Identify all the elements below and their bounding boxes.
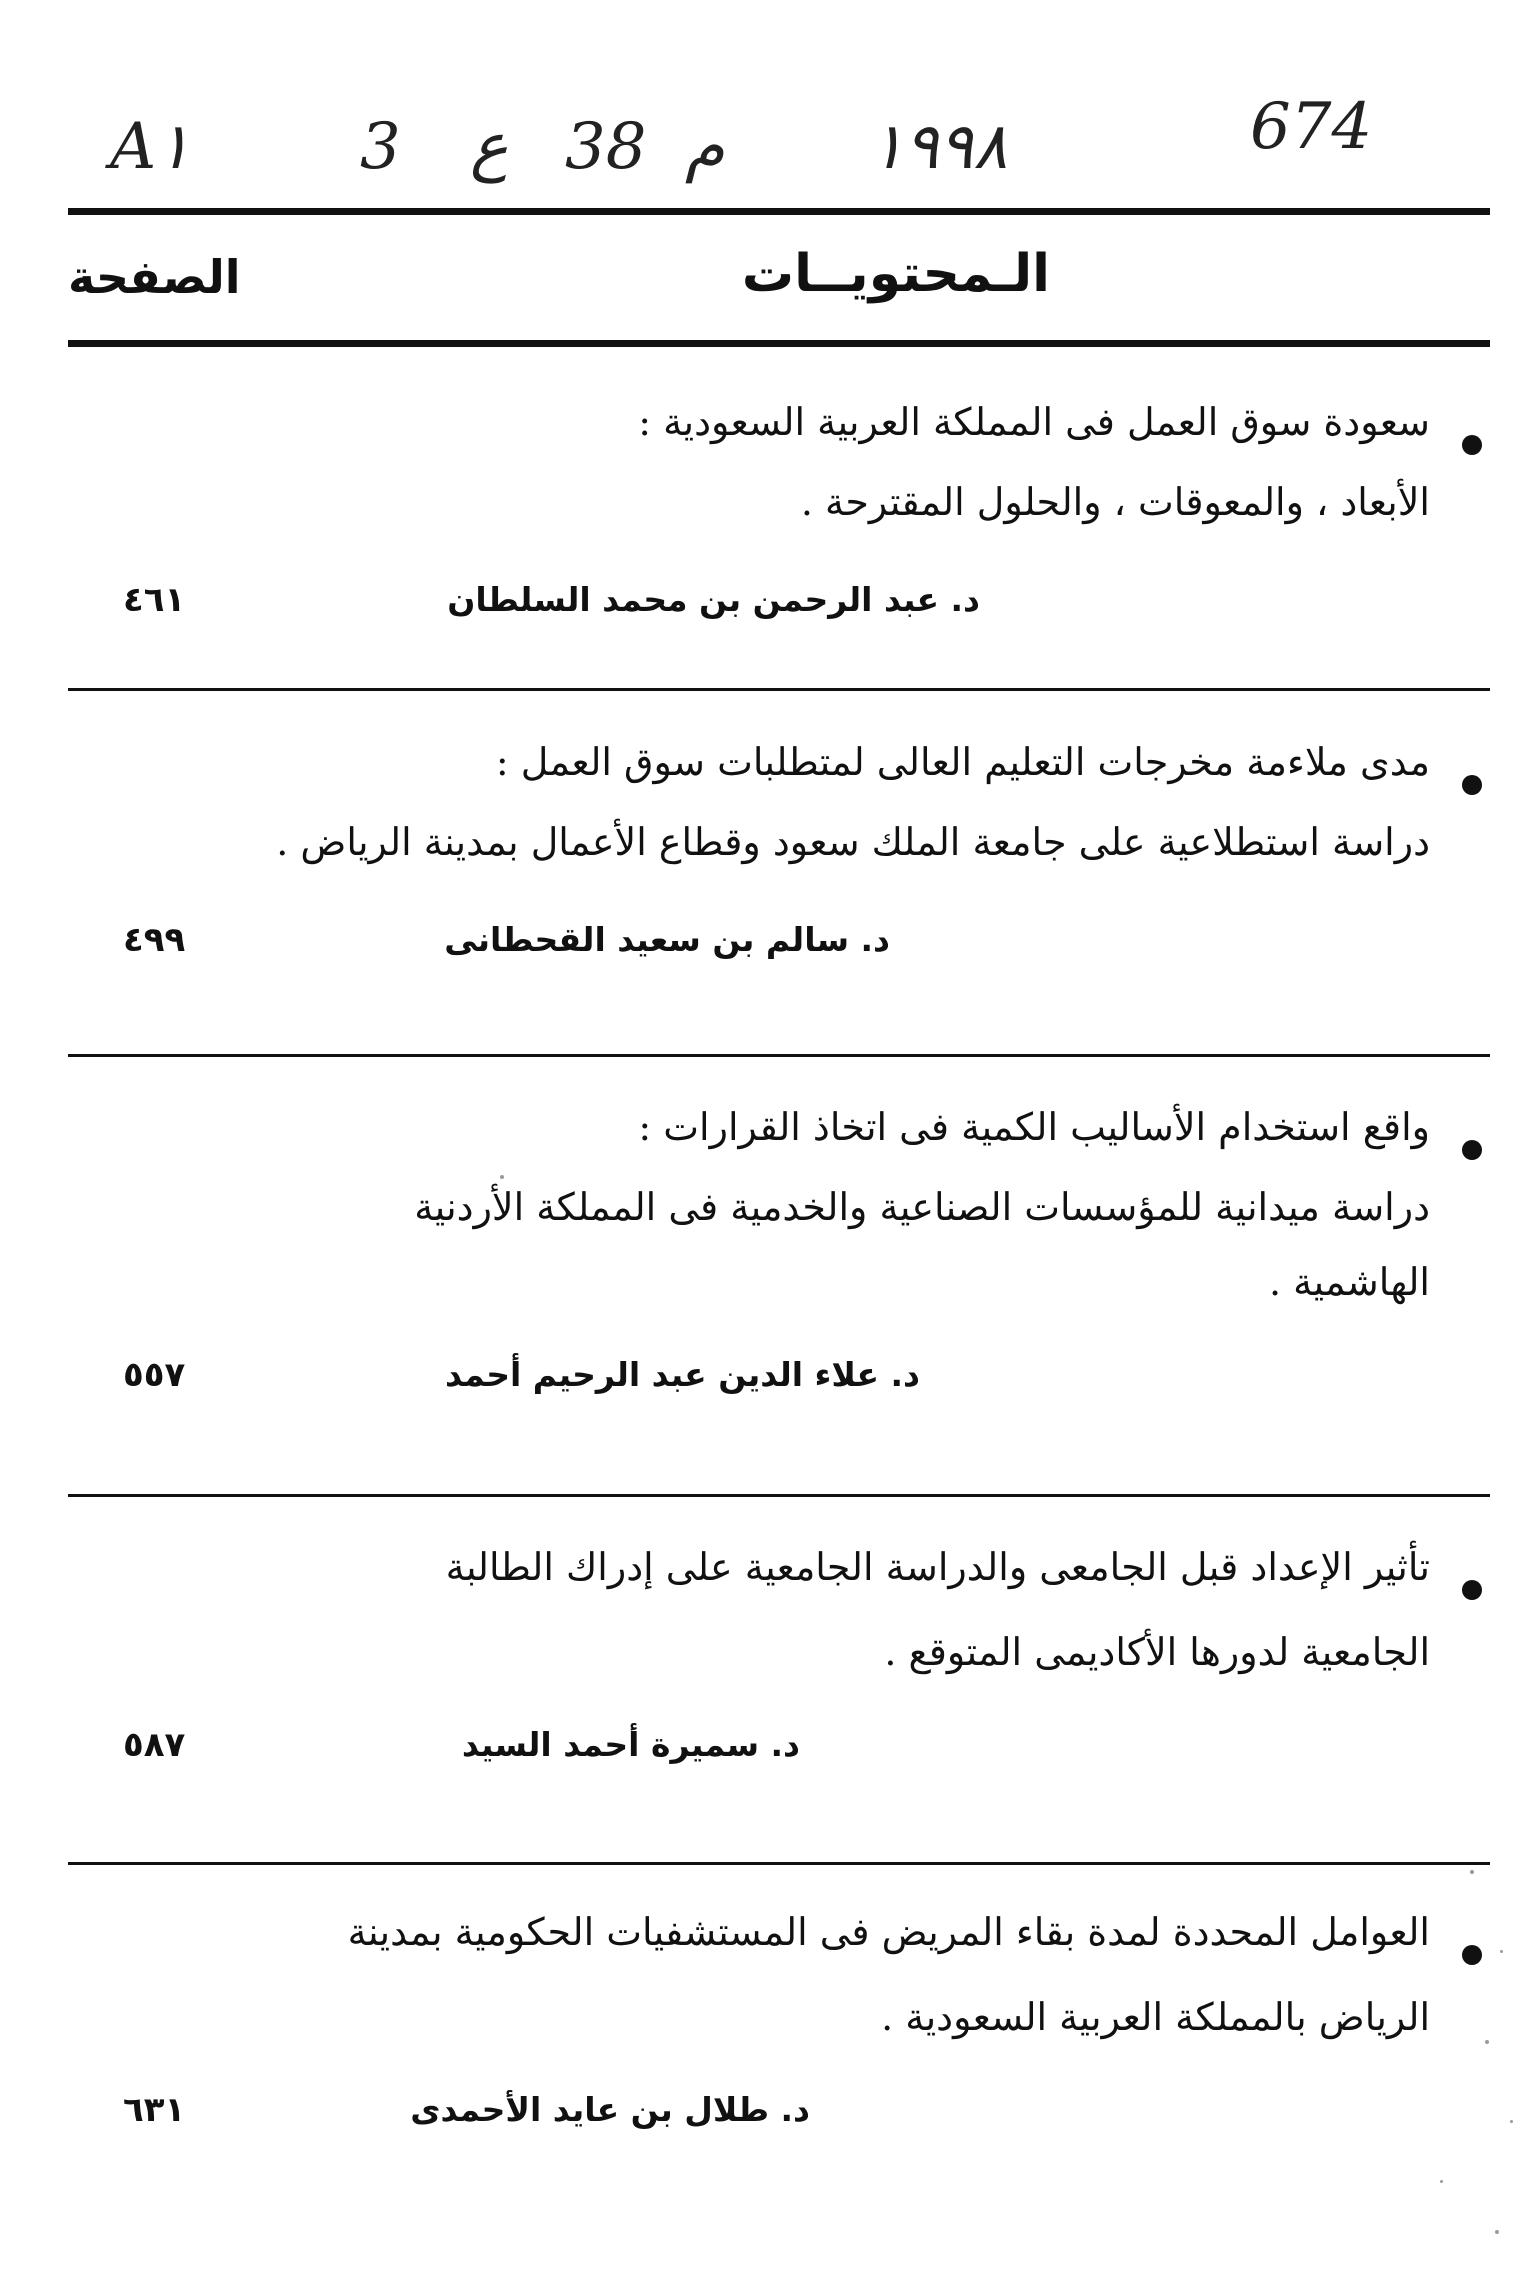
header-top-rule	[68, 208, 1490, 215]
header-bottom-rule	[68, 340, 1490, 347]
bullet-icon	[1462, 1945, 1482, 1965]
page-title: الـمحتويــات	[741, 244, 1050, 304]
entry-divider	[68, 1862, 1490, 1865]
scan-speck	[500, 1175, 504, 1179]
entry-subtitle-line: الجامعية لدورها الأكاديمى المتوقع .	[884, 1630, 1430, 1674]
page-column-label: الصفحة	[68, 250, 241, 304]
entry-page-number: ٥٥٧	[123, 1355, 186, 1395]
entry-subtitle-line: الهاشمية .	[1268, 1260, 1430, 1304]
scan-speck	[1510, 2120, 1513, 2123]
entry-author: د. سالم بن سعيد القحطانى	[444, 920, 890, 959]
entry-subtitle-line: دراسة ميدانية للمؤسسات الصناعية والخدمية فى المملكة الأردنية	[414, 1185, 1430, 1229]
entry-page-number: ٦٣١	[123, 2090, 186, 2130]
handwritten-part: 3	[360, 110, 401, 184]
scan-speck	[1495, 2230, 1499, 2234]
handwritten-part: ع	[470, 110, 509, 184]
entry-subtitle-line: الأبعاد ، والمعوقات ، والحلول المقترحة .	[800, 480, 1430, 524]
entry-title-line: العوامل المحددة لمدة بقاء المريض فى المستشفيات الحكومية بمدينة	[347, 1910, 1430, 1954]
contents-entry	[68, 1545, 1490, 1845]
entry-divider	[68, 688, 1490, 691]
entry-title-line: واقع استخدام الأساليب الكمية فى اتخاذ القرارات :	[638, 1105, 1430, 1149]
handwritten-part: ١٩٩٨	[870, 110, 1008, 184]
entry-page-number: ٥٨٧	[123, 1725, 186, 1765]
entry-page-number: ٤٦١	[123, 580, 186, 620]
contents-entry	[68, 1910, 1490, 2210]
entry-author: د. عبد الرحمن بن محمد السلطان	[447, 580, 980, 619]
scan-speck	[1500, 1950, 1503, 1953]
scan-speck	[1485, 2040, 1489, 2044]
scan-speck	[1440, 2180, 1443, 2183]
bullet-icon	[1462, 1140, 1482, 1160]
handwritten-call-number	[70, 80, 1450, 210]
bullet-icon	[1462, 775, 1482, 795]
bullet-icon	[1462, 1580, 1482, 1600]
entry-divider	[68, 1054, 1490, 1057]
contents-entry	[68, 1105, 1490, 1435]
entry-author: د. سميرة أحمد السيد	[461, 1725, 800, 1764]
handwritten-part: A١	[110, 110, 191, 184]
handwritten-part: م	[685, 110, 725, 184]
contents-header	[68, 230, 1490, 330]
entry-divider	[68, 1494, 1490, 1497]
entry-title-line: سعودة سوق العمل فى المملكة العربية السعودية :	[638, 400, 1430, 444]
contents-entry	[68, 400, 1490, 680]
handwritten-part: 674	[1250, 90, 1373, 164]
entry-title-line: مدى ملاءمة مخرجات التعليم العالى لمتطلبات سوق العمل :	[495, 740, 1430, 784]
entry-author: د. طلال بن عايد الأحمدى	[410, 2090, 810, 2129]
bullet-icon	[1462, 435, 1482, 455]
handwritten-part: 38	[565, 110, 647, 184]
entry-subtitle-line: الرياض بالمملكة العربية السعودية .	[881, 1995, 1430, 2039]
entry-author: د. علاء الدين عبد الرحيم أحمد	[445, 1355, 920, 1394]
entry-title-line: تأثير الإعداد قبل الجامعى والدراسة الجامعية على إدراك الطالبة	[445, 1545, 1430, 1589]
entry-subtitle-line: دراسة استطلاعية على جامعة الملك سعود وقطاع الأعمال بمدينة الرياض .	[276, 820, 1430, 864]
scan-speck	[1470, 1870, 1474, 1874]
entry-page-number: ٤٩٩	[123, 920, 186, 960]
contents-entry	[68, 740, 1490, 1020]
